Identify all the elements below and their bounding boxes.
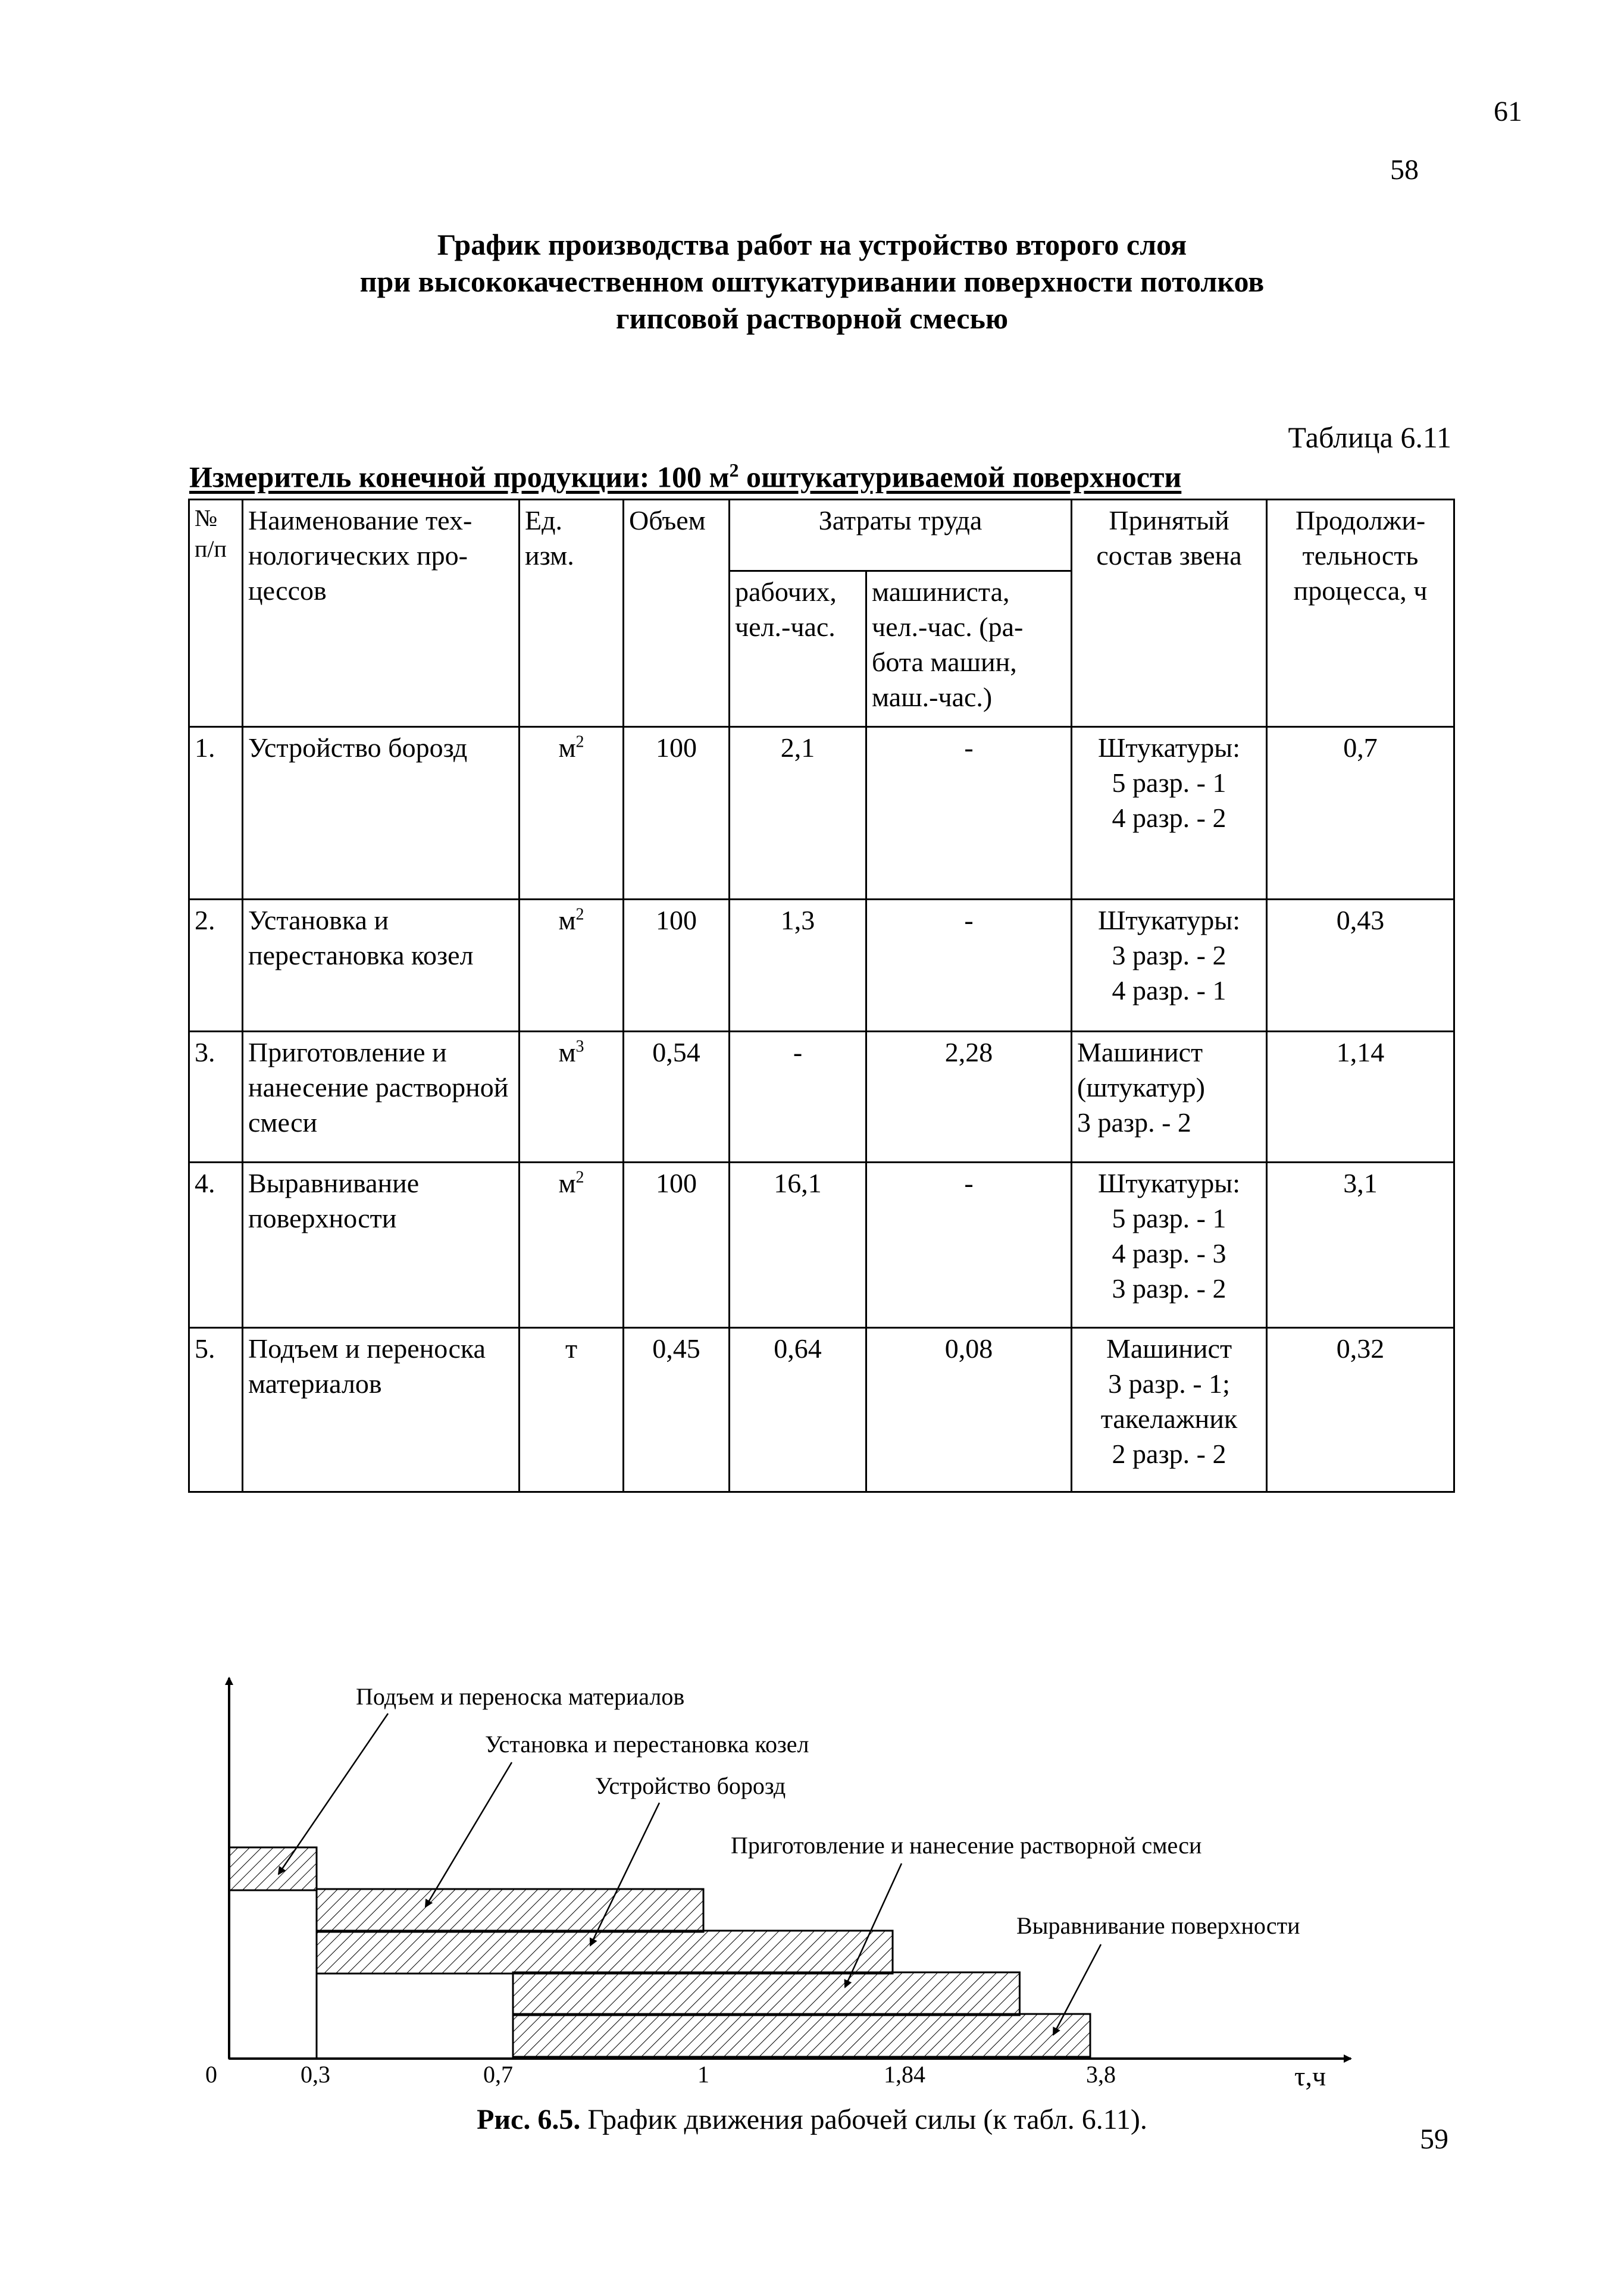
measure-prefix: Измеритель конечной продукции: 100 м (189, 460, 730, 494)
cell-name: Установка и перестановка козел (243, 900, 520, 1032)
cell-unit (520, 1328, 624, 1492)
x-tick-label: 0 (205, 2061, 217, 2088)
cell-unit (520, 1163, 624, 1328)
crew-line: 4 разр. - 1 (1112, 975, 1226, 1006)
caption-bold: Рис. 6.5. (477, 2104, 581, 2135)
gantt-bar (317, 1931, 893, 1974)
crew-line: 4 разр. - 3 (1112, 1238, 1226, 1268)
unit-sup: 3 (575, 1037, 584, 1056)
unit-sup: 2 (575, 732, 584, 751)
cell-volume: 0,45 (624, 1328, 730, 1492)
caption-text: График движения рабочей силы (к табл. 6.11). (580, 2104, 1147, 2135)
x-tick-label: 3,8 (1086, 2061, 1116, 2088)
page-title (0, 226, 1624, 337)
cell-num: 2. (189, 900, 243, 1032)
unit-text: т (565, 1333, 578, 1364)
title-line-2: при высококачественном оштукатуривании поверхности потолков (359, 265, 1265, 298)
header-machinist: машиниста, чел.-час. (ра-бота машин, маш.-час.) (866, 571, 1072, 727)
cell-num: 1. (189, 727, 243, 900)
x-tick-label: 1 (697, 2061, 709, 2088)
crew-line: Штукатуры: (1098, 732, 1240, 763)
gantt-bar (513, 2014, 1090, 2057)
cell-num: 3. (189, 1032, 243, 1163)
workforce-chart (0, 1654, 1624, 2094)
cell-num: 4. (189, 1163, 243, 1328)
table-label: Таблица 6.11 (1288, 421, 1451, 454)
title-line-3: гипсовой растворной смесью (615, 302, 1009, 335)
cell-workers: 16,1 (730, 1163, 866, 1328)
cell-duration: 1,14 (1267, 1032, 1454, 1163)
bar-label: Устройство борозд (595, 1772, 786, 1799)
bar-label: Выравнивание поверхности (1016, 1912, 1300, 1939)
unit-sup: 2 (575, 905, 584, 924)
x-axis-label: τ,ч (1294, 2061, 1326, 2091)
cell-name: Приготовление и нанесение растворной смеси (243, 1032, 520, 1163)
gantt-bar (229, 1847, 317, 1890)
unit-text: м (558, 1168, 576, 1198)
cell-volume: 100 (624, 727, 730, 900)
page-number-bottom: 59 (1420, 2123, 1448, 2155)
leader-line (279, 1714, 388, 1874)
cell-unit (520, 900, 624, 1032)
crew-line: такелажник (1100, 1404, 1238, 1434)
gantt-bar (513, 1972, 1019, 2015)
cell-machinist: 0,08 (866, 1328, 1072, 1492)
header-volume: Объем (624, 500, 730, 727)
cell-crew (1072, 727, 1267, 900)
cell-machinist: 2,28 (866, 1032, 1072, 1163)
crew-line: Машинист (1077, 1037, 1203, 1067)
title-line-1: График производства работ на устройство второго слоя (437, 228, 1187, 261)
bar-label: Подъем и переноска материалов (356, 1683, 685, 1710)
cell-volume: 100 (624, 900, 730, 1032)
crew-line: 4 разр. - 2 (1112, 803, 1226, 833)
crew-line: 3 разр. - 2 (1112, 1273, 1226, 1304)
bar-label: Установка и перестановка козел (485, 1731, 809, 1758)
cell-workers: 1,3 (730, 900, 866, 1032)
x-tick-label: 0,7 (483, 2061, 513, 2088)
crew-line: 3 разр. - 2 (1077, 1107, 1191, 1138)
header-crew: Принятый состав звена (1072, 500, 1267, 727)
crew-line: Штукатуры: (1098, 905, 1240, 935)
cell-name: Устройство борозд (243, 727, 520, 900)
gantt-bar (317, 1889, 703, 1932)
crew-line: 3 разр. - 2 (1112, 940, 1226, 970)
header-unit: Ед. изм. (520, 500, 624, 727)
cell-duration: 0,43 (1267, 900, 1454, 1032)
leader-line (425, 1762, 512, 1907)
cell-crew (1072, 900, 1267, 1032)
measure-sup: 2 (729, 459, 739, 481)
crew-line: 5 разр. - 1 (1112, 1203, 1226, 1233)
crew-line: Штукатуры: (1098, 1168, 1240, 1198)
cell-unit (520, 1032, 624, 1163)
cell-duration: 0,7 (1267, 727, 1454, 900)
crew-line: 3 разр. - 1; (1108, 1368, 1230, 1399)
cell-crew (1072, 1328, 1267, 1492)
cell-num: 5. (189, 1328, 243, 1492)
cell-crew (1072, 1163, 1267, 1328)
header-num: № п/п (189, 500, 243, 727)
header-duration: Продолжи-тельность процесса, ч (1267, 500, 1454, 727)
cell-name: Выравнивание поверхности (243, 1163, 520, 1328)
cell-duration: 0,32 (1267, 1328, 1454, 1492)
unit-text: м (558, 732, 576, 763)
header-labor: Затраты труда (730, 500, 1072, 571)
cell-machinist: - (866, 727, 1072, 900)
cell-workers: 2,1 (730, 727, 866, 900)
unit-text: м (558, 905, 576, 935)
bar-base-outline (229, 1890, 317, 2059)
unit-text: м (558, 1037, 576, 1067)
cell-machinist: - (866, 1163, 1072, 1328)
measure-suffix: оштукатуриваемой поверхности (739, 460, 1182, 494)
cell-workers: 0,64 (730, 1328, 866, 1492)
crew-line: 2 разр. - 2 (1112, 1439, 1226, 1469)
cell-machinist: - (866, 900, 1072, 1032)
x-tick-label: 1,84 (884, 2061, 925, 2088)
measure-line (189, 459, 1181, 494)
header-workers: рабочих, чел.-час. (730, 571, 866, 727)
figure-caption (0, 2103, 1624, 2136)
x-tick-label: 0,3 (301, 2061, 330, 2088)
crew-line: 5 разр. - 1 (1112, 768, 1226, 798)
cell-volume: 0,54 (624, 1032, 730, 1163)
bar-label: Приготовление и нанесение растворной смеси (731, 1832, 1202, 1859)
unit-sup: 2 (575, 1168, 584, 1187)
cell-workers: - (730, 1032, 866, 1163)
crew-line: (штукатур) (1077, 1072, 1205, 1102)
header-name: Наименование тех-нологических про-цессов (243, 500, 520, 727)
crew-line: Машинист (1106, 1333, 1232, 1364)
cell-name: Подъем и переноска материалов (243, 1328, 520, 1492)
cell-unit (520, 727, 624, 900)
cell-volume: 100 (624, 1163, 730, 1328)
cell-duration: 3,1 (1267, 1163, 1454, 1328)
page-number-top-right: 61 (1494, 96, 1522, 127)
process-table (188, 499, 1453, 1493)
cell-crew (1072, 1032, 1267, 1163)
page-number-inner: 58 (1390, 154, 1419, 186)
